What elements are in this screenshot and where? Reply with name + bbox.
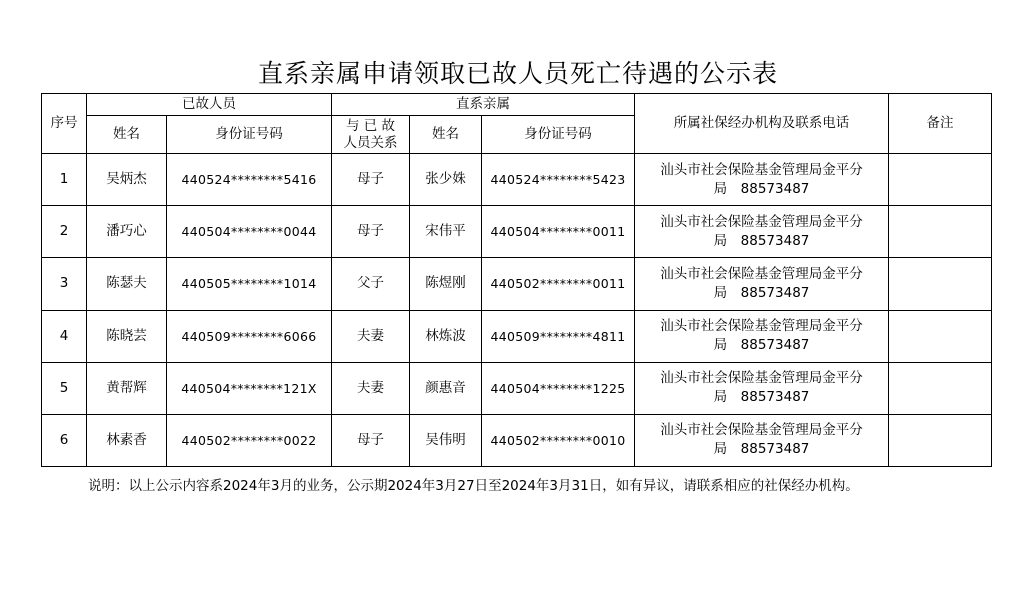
header-relative-id: 身份证号码 xyxy=(482,116,635,154)
cell-relative-name: 林炼波 xyxy=(410,310,482,362)
cell-relative-name: 陈煜刚 xyxy=(410,258,482,310)
header-deceased-id: 身份证号码 xyxy=(167,116,332,154)
cell-agency xyxy=(635,154,889,206)
cell-deceased-id: 440504********121X xyxy=(167,362,332,414)
agency-agency-line1: 汕头市社会保险基金管理局金平分 xyxy=(660,318,863,335)
cell-agency xyxy=(635,206,889,258)
agency-agency-line2: 局 88573487 xyxy=(713,284,810,301)
cell-remark xyxy=(889,414,992,466)
header-relative-group: 直系亲属 xyxy=(332,94,635,116)
header-row-group xyxy=(42,94,992,116)
agency-agency-line1: 汕头市社会保险基金管理局金平分 xyxy=(660,213,863,230)
cell-relative-id: 440504********1225 xyxy=(482,362,635,414)
agency-agency-line1: 汕头市社会保险基金管理局金平分 xyxy=(660,370,863,387)
cell-relative-name: 宋伟平 xyxy=(410,206,482,258)
cell-agency xyxy=(635,414,889,466)
cell-relative-id: 440524********5423 xyxy=(482,154,635,206)
agency-agency-line1: 汕头市社会保险基金管理局金平分 xyxy=(660,161,863,178)
agency-agency-line2: 局 88573487 xyxy=(713,232,810,249)
header-seq: 序号 xyxy=(42,94,87,154)
cell-agency xyxy=(635,310,889,362)
table-row xyxy=(42,258,992,310)
cell-relative-id: 440502********0010 xyxy=(482,414,635,466)
cell-deceased-name: 吴炳杰 xyxy=(87,154,167,206)
header-relation-line2: 人员关系 xyxy=(343,134,398,151)
agency-agency-line2: 局 88573487 xyxy=(713,180,810,197)
agency-agency-line1: 汕头市社会保险基金管理局金平分 xyxy=(660,265,863,282)
cell-relative-id: 440502********0011 xyxy=(482,258,635,310)
agency-agency-line2: 局 88573487 xyxy=(713,389,810,406)
cell-remark xyxy=(889,258,992,310)
cell-deceased-name: 林素香 xyxy=(87,414,167,466)
header-deceased-name: 姓名 xyxy=(87,116,167,154)
table-row xyxy=(42,154,992,206)
agency-agency-line1: 汕头市社会保险基金管理局金平分 xyxy=(660,422,863,439)
cell-deceased-name: 陈瑟夫 xyxy=(87,258,167,310)
cell-relation: 夫妻 xyxy=(332,362,410,414)
cell-relation: 母子 xyxy=(332,206,410,258)
cell-relative-id: 440509********4811 xyxy=(482,310,635,362)
cell-seq: 6 xyxy=(42,414,87,466)
cell-deceased-id: 440502********0022 xyxy=(167,414,332,466)
cell-relation: 夫妻 xyxy=(332,310,410,362)
table-row xyxy=(42,310,992,362)
footnote: 说明：以上公示内容系2024年3月的业务，公示期2024年3月27日至2024年3月31日，如有异议，请联系相应的社保经办机构。 xyxy=(88,478,859,494)
table-body xyxy=(42,94,992,467)
cell-seq: 3 xyxy=(42,258,87,310)
cell-relative-id: 440504********0011 xyxy=(482,206,635,258)
notice-table xyxy=(41,93,992,467)
cell-seq: 1 xyxy=(42,154,87,206)
cell-relation: 母子 xyxy=(332,414,410,466)
cell-seq: 4 xyxy=(42,310,87,362)
header-relative-name: 姓名 xyxy=(410,116,482,154)
cell-agency xyxy=(635,362,889,414)
table-row xyxy=(42,414,992,466)
page-title: 直系亲属申请领取已故人员死亡待遇的公示表 xyxy=(257,59,778,88)
header-agency: 所属社保经办机构及联系电话 xyxy=(635,94,889,154)
header-relation-line1: 与 已 故 xyxy=(345,117,396,134)
cell-relative-name: 颜惠音 xyxy=(410,362,482,414)
table-row xyxy=(42,206,992,258)
cell-deceased-name: 黄帮辉 xyxy=(87,362,167,414)
cell-relative-name: 张少姝 xyxy=(410,154,482,206)
cell-seq: 5 xyxy=(42,362,87,414)
cell-deceased-name: 陈晓芸 xyxy=(87,310,167,362)
cell-remark xyxy=(889,154,992,206)
cell-deceased-id: 440524********5416 xyxy=(167,154,332,206)
cell-relation: 母子 xyxy=(332,154,410,206)
cell-remark xyxy=(889,362,992,414)
cell-agency xyxy=(635,258,889,310)
agency-agency-line2: 局 88573487 xyxy=(713,441,810,458)
cell-seq: 2 xyxy=(42,206,87,258)
cell-deceased-name: 潘巧心 xyxy=(87,206,167,258)
header-relation xyxy=(332,116,410,154)
cell-relation: 父子 xyxy=(332,258,410,310)
header-remark: 备注 xyxy=(889,94,992,154)
cell-remark xyxy=(889,206,992,258)
cell-deceased-id: 440505********1014 xyxy=(167,258,332,310)
cell-remark xyxy=(889,310,992,362)
cell-relative-name: 吴伟明 xyxy=(410,414,482,466)
cell-deceased-id: 440504********0044 xyxy=(167,206,332,258)
cell-deceased-id: 440509********6066 xyxy=(167,310,332,362)
table-row xyxy=(42,362,992,414)
header-deceased-group: 已故人员 xyxy=(87,94,332,116)
agency-agency-line2: 局 88573487 xyxy=(713,337,810,354)
